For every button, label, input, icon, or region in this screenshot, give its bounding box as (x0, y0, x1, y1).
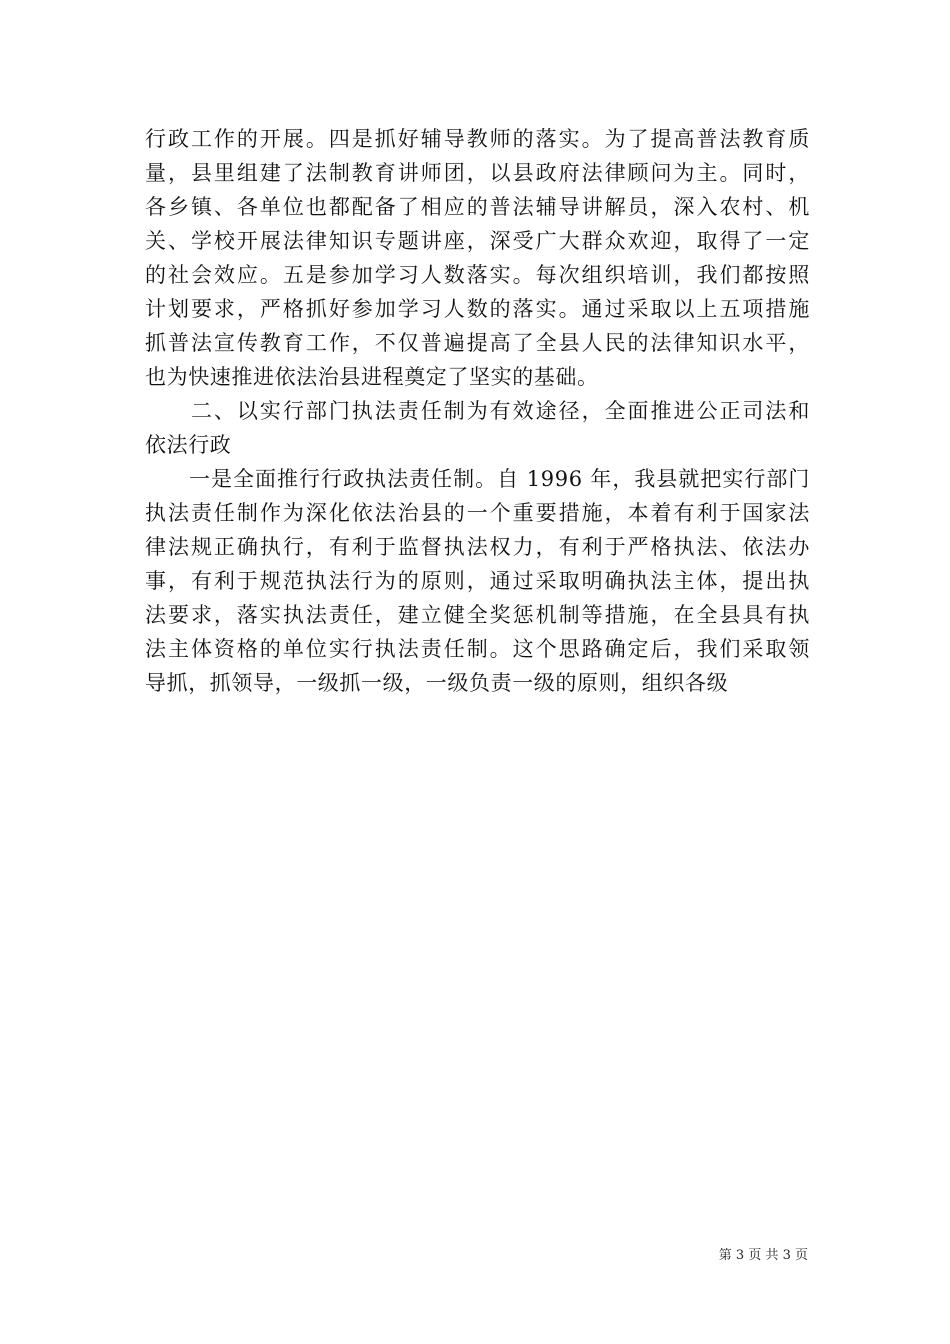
text-line: 抓普法宣传教育工作，不仅普遍提高了全县人民的法律知识水平， (145, 331, 810, 355)
text-line: 事，有利于规范执法行为的原则，通过采取明确执法主体，提出执 (145, 569, 810, 593)
text-line: 各乡镇、各单位也都配备了相应的普法辅导讲解员，深入农村、机 (145, 195, 810, 219)
text-line: 行政工作的开展。四是抓好辅导教师的落实。为了提高普法教育质 (145, 127, 810, 151)
section-heading-line: 二、以实行部门执法责任制为有效途径，全面推进公正司法和 (145, 399, 810, 423)
text-line: 一是全面推行行政执法责任制。自 1996 年，我县就把实行部门 (145, 467, 810, 491)
text-line: 关、学校开展法律知识专题讲座，深受广大群众欢迎，取得了一定 (145, 229, 810, 253)
text-line: 律法规正确执行，有利于监督执法权力，有利于严格执法、依法办 (145, 535, 810, 559)
text-line: 计划要求，严格抓好参加学习人数的落实。通过采取以上五项措施 (145, 297, 810, 321)
text-line: 的社会效应。五是参加学习人数落实。每次组织培训，我们都按照 (145, 263, 810, 287)
text-line: 也为快速推进依法治县进程奠定了坚实的基础。 (145, 365, 599, 389)
text-line: 法主体资格的单位实行执法责任制。这个思路确定后，我们采取领 (145, 637, 810, 661)
section-heading-line: 依法行政 (145, 433, 232, 457)
text-line: 导抓，抓领导，一级抓一级，一级负责一级的原则，组织各级 (145, 671, 729, 695)
text-line: 量，县里组建了法制教育讲师团，以县政府法律顾问为主。同时， (145, 161, 810, 185)
text-line: 法要求，落实执法责任，建立健全奖惩机制等措施，在全县具有执 (145, 603, 810, 627)
text-line: 执法责任制作为深化依法治县的一个重要措施，本着有利于国家法 (145, 501, 810, 525)
body-text (145, 122, 810, 700)
page-number: 第 3 页 共 3 页 (718, 1248, 808, 1263)
